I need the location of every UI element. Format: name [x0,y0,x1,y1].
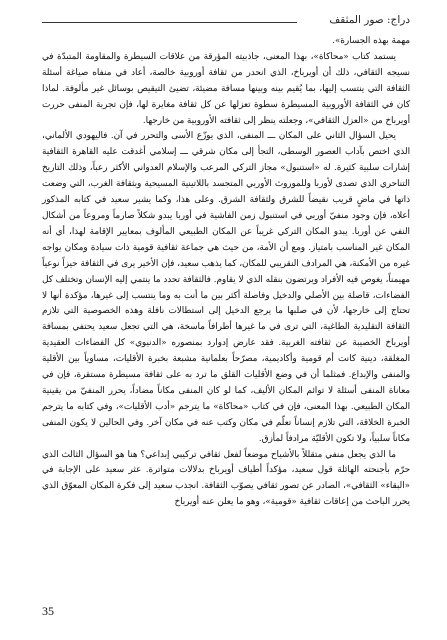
running-header-title: دراج: صور المثقف [329,14,410,26]
running-header [42,14,410,30]
page-number: 35 [42,604,54,618]
header-rule [42,22,297,23]
paragraph-2: يستمد كتاب «محاكاة»، بهذا المعنى، جاذبيته المؤرقة من علاقات السيطرة والمقاومة المتبدّة في نسيجه الثقافي، ذلك أن أويرباخ، الذي انحدر من ثقافة أوروبية خالصة، أعاد في منفاه صياغة أسئلة الثقافة التي ينتسب إليها، بما يُقيم بينه وبينها مسافة مضيئة، تضيئ التيقيص بوسائل غير مألوفة. لماذا كان في الثقافة الأوروبية المسيطرة سطوة تعزلها عن كل ثقافة مغايرة لها، فإن تجربة المنفى حررت أويرباخ من «العزل الثقافي»، وجعلته ينظر إلى ثقافته الأوروبية من خارجها. [42,51,410,126]
paragraph-1: مهمة بهذه الجسارة». [332,36,410,46]
body-text [42,34,410,511]
paragraph-3: يحيل السؤال الثاني على المكان ـــ المنفى، الذي يوزّع الأسى والتحرر في آن. فاليهودي الألماني، الذي اختص بآداب العصور الوسطى، التجأ إلى مكان شرقي ـــ إسلامي أغدقت عليه القاهرة الثقافية إشارات سلبية كثيرة. له «استنبول» مجاز التركي المرعب والإسلام العدواني الأكثر رعباً، وذلك التاريخ التناحري الذي تصدى لأوربا وللموروث الأوربي المتجسد باللاتينية المسيحية وبثقافة الغرب، التي وضعت ذاتها في ماضٍ قريب نقيضاً للشرق ولثقافة الشرق. وعلى هذا، وكما يشير سعيد في كتابه المذكور أعلاه، فإن وجود منفيّ أوربي في استنبول زمن الفاشية في أوربا يبدو شكلاً صارماً ومروعاً من أشكال النفي عن أوربا. يبدو المكان التركي غريباً عن المكان الطبيعي المألوف بمعايير الإقامة لهذا، أي أنه المكان غير المناسب بامتياز. ومع أن الأمة، من حيث هي جماعة ثقافية قومية ذات سيادة ومكان يواجه غيره من الأمكنة، هي المرادف النقريبي للمكان، كما يذهب سعيد، فإن الأخير يرى في الثقافة حيزاً نوعياً مهيمناً، يغوص فيه الأفراد ويرتضون بنقله الذي لا يقاوم. فالثقافة تحدد ما ينتمي إليه الإنسان وتختلف كل الفضاءات، قاصلة بين الأصلي والدخيل وفاصلة أكثر بين ما أنت به وما ينتسب إلى غيرها، مؤكدة أنها لا تحتاج إلى خارجها، لأن في صلبها ما يرجع الدخيل إلى استطالات نافلة وهذه الخصوصية التي تلازم الثقافة التقليدية الطاغية، التي ترى في ما غيرها أطرافاً ماسخة، هي التي تجعل سعيد يحتفي بمسافة أويرباخ الخصيبة عن ثقافته الغربية. فقد عارض إدوارد بمنصوره «الدنيوي» كل الفضاءات العقيدية المغلقة، دينية كانت أم قومية وأكاديمية، مصرّحاً بعلمانية مشبعة بخبرة الأقليات، مساوياً بين الأقلية والمنفى والإبداع. فمثلما أن في وضع الأقليات القلق ما ترد به على ثقافة مسيطرة مستقرة، فإن في معاناة المنفى أسئلة لا توائم المكان الأليف، كما لو كان المنفى مكاناً مضاداً، يحرر المنفيّ من يقينية المكان الطبيعي. بهذا المعنى، فإن في كتاب «محاكاة» ما يترجم «أدب الأقليات»، وفي كتابه ما يترجم الخبرة الخلاقة، التي تلازم إنساناً تعلّم في مكان وكتب عنه في مكان آخر. وفي الحالين لا يكون المنفى مكاناً سلبياً، ولا تكون الأقليّة مرادفاً لمأزق. [42,131,410,444]
paragraph-4: ما الذي يجعل منفي متقللاً بالأشياح موضعاً لفعل ثقافي تركيبي إبداعي؟ هنا هو السؤال الثالث الذي حرّم بأجنحته الهائلة قول سعيد، مؤكداً أطياف أويرباخ بدلالات متواترة. عثر سعيد على الإجابة في «البقاء» الثقافي»، الصادر عن تصور ثقافي يصوّب الثقافة. انجذب سعيد إلى فكرة المكان المعوّق الذي يحرر الباحث من إعاقات ثقافية «قومية»، وهو ما يعلن عنه أويرباخ [42,449,410,508]
